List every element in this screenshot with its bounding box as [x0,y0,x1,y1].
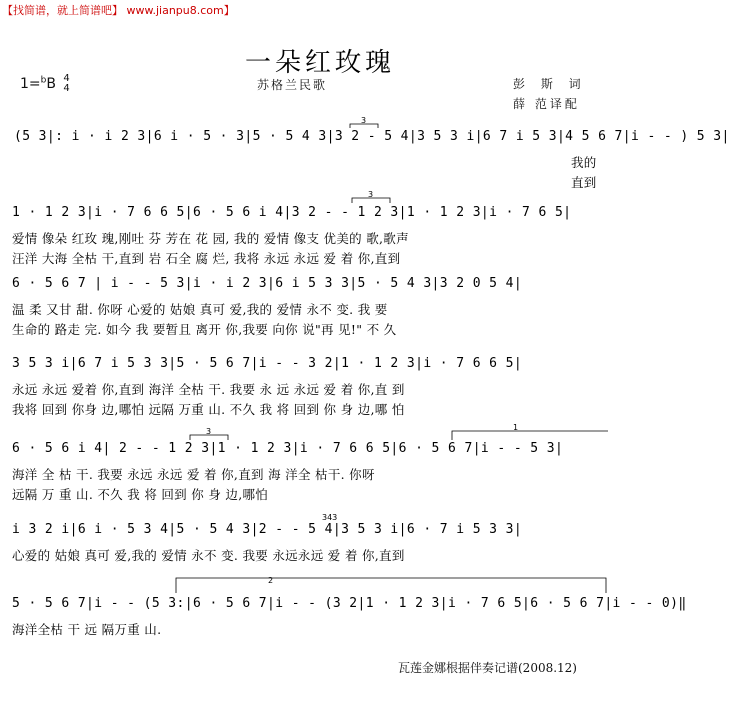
triplet-label: 3 [368,190,374,199]
site-banner[interactable]: 【找简谱，就上简谱吧】 www.jianpu8.com】 [2,4,235,17]
key-note: B [46,76,56,92]
notation-row-3: 6 · 5 6 7 | i - - 5 3|i · i 2 3|6 i 5 3 3|5 · 5 4 3|3 2 0 5 4| [12,276,523,291]
lyrics-row-4-verse-1: 永远 永远 爱着 你,直到 海洋 全枯 干. 我要 永 远 永远 爱 着 你,直 到 [12,382,405,397]
lyrics-row-5-verse-1: 海洋 全 枯 干. 我要 永远 永远 爱 着 你,直到 海 洋全 枯干. 你呀 [12,467,375,482]
triplet-bracket-row-2 [352,190,390,203]
grace-note-label: 343 [322,513,338,522]
lyrics-row-3-verse-2: 生命的 路走 完. 如今 我 要暂且 离开 你,我要 向你 说"再 见!" 不 久 [12,322,397,337]
notation-row-6: i 3 2 i|6 i · 5 3 4|5 · 5 4 3|2 - - 5 4|3 5 3 i|6 · 7 i 5 3 3| [12,522,523,537]
first-ending-label: 1 [513,423,519,432]
arranger-credit: 薛 范译配 [513,97,580,111]
lyrics-row-1-verse-1: 我的 [571,155,597,170]
notation-row-1: (5 3|: i · i 2 3|6 i · 5 · 3|5 · 5 4 3|3 2 - 5 4|3 5 3 i|6 7 i 5 3|4 5 6 7|i - - ) 5 3| [14,129,730,144]
lyrics-row-7-verse-1: 海洋全枯 干 远 隔万重 山. [12,622,162,637]
lyrics-row-4-verse-2: 我将 回到 你身 边,哪怕 远隔 万重 山. 不久 我 将 回到 你 身 边,哪 怕 [12,402,405,417]
lyrics-row-3-verse-1: 温 柔 又甘 甜. 你呀 心爱的 姑娘 真可 爱,我的 爱情 永不 变. 我 要 [12,302,388,317]
song-origin: 苏格兰民歌 [257,78,328,92]
lyrics-row-1-verse-2: 直到 [571,175,597,190]
notation-row-2: 1 · 1 2 3|i · 7 6 6 5|6 · 5 6 i 4|3 2 - - 1 2 3|1 · 1 2 3|i · 7 6 5| [12,205,572,220]
time-bottom: 4 [63,83,70,94]
triplet-bracket-row-1 [350,116,378,128]
time-top: 4 [63,73,70,84]
lyrics-row-2-verse-1: 爱情 像朵 红玫 瑰,刚吐 芬 芳在 花 园, 我的 爱情 像支 优美的 歌,歌声 [12,231,409,246]
triplet-label: 3 [206,427,212,436]
second-ending-bracket [176,576,606,593]
lyrics-row-5-verse-2: 远隔 万 重 山. 不久 我 将 回到 你 身 边,哪怕 [12,487,269,502]
notation-row-4: 3 5 3 i|6 7 i 5 3 3|5 · 5 6 7|i - - 3 2|1 · 1 2 3|i · 7 6 6 5| [12,356,523,371]
grace-note-mark [322,513,337,522]
first-ending-bracket [452,423,608,440]
key-prefix: 1= [20,76,41,92]
transcription-credit: 瓦莲金娜根据伴奏记谱(2008.12) [398,661,577,675]
second-ending-label: 2 [268,576,274,585]
notation-row-5: 6 · 5 6 i 4| 2 - - 1 2 3|1 · 1 2 3|i · 7 6 6 5|6 · 5 6 7|i - - 5 3| [12,441,564,456]
triplet-bracket-row-5 [190,427,228,440]
notation-row-7: 5 · 5 6 7|i - - (5 3:|6 · 5 6 7|i - - (3 2|1 · 1 2 3|i · 7 6 5|6 · 5 6 7|i - - 0)‖ [12,596,687,611]
lyrics-row-2-verse-2: 汪洋 大海 全枯 干,直到 岩 石全 腐 烂, 我将 永远 永远 爱 着 你,直到 [12,251,401,266]
song-title: 一朵红玫瑰 [244,48,395,78]
triplet-label: 3 [361,116,367,125]
lyrics-row-6-verse-1: 心爱的 姑娘 真可 爱,我的 爱情 永不 变. 我要 永远永远 爱 着 你,直到 [12,548,405,563]
flat-sign: b [40,75,47,86]
lyricist-credit: 彭 斯 词 [513,77,587,91]
